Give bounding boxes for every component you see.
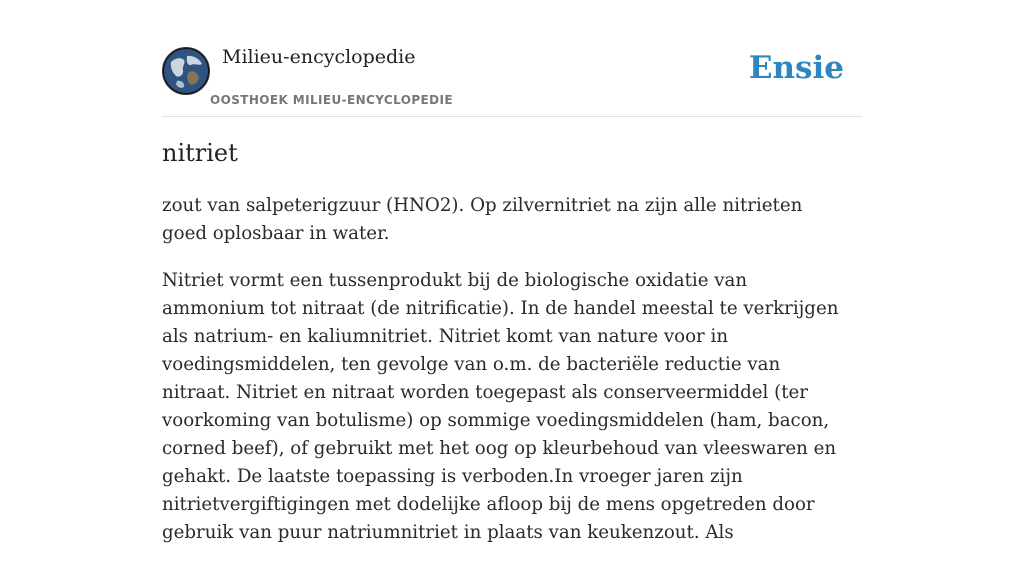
article-paragraph: Nitriet vormt een tussenprodukt bij de biologische oxidatie van ammonium tot nitraat (de nitrificatie). In de handel meestal te verkrijgen als natrium- en kaliumnitriet. Nitriet komt van nature voor in voedingsmiddelen, ten gevolge van o.m. de bacteriële reductie van nitraat. Nitriet en nitraat worden toegepast als conserveermiddel (ter voorkoming van botulisme) op sommige voedingsmiddelen (ham, bacon, corned beef), of gebruikt met het oog op kleurbehoud van vleeswaren en gehakt. De laatste toepassing is verboden.In vroeger jaren zijn nitrietvergiftigingen met dodelijke afloop bij de mens opgetreden door gebruik van puur natriumnitriet in plaats van keukenzout. Als: [162, 270, 839, 543]
site-title[interactable]: Milieu-encyclopedie: [222, 46, 416, 68]
site-subtitle[interactable]: OOSTHOEK MILIEU-ENCYCLOPEDIE: [210, 93, 453, 107]
page-title: nitriet: [162, 139, 238, 167]
article-paragraph: zout van salpeterigzuur (HNO2). Op zilvernitriet na zijn alle nitrieten goed oplosbaar in water.: [162, 195, 803, 244]
site-header: [162, 0, 862, 117]
article-body: [162, 192, 852, 566]
brand-logo[interactable]: Ensie: [748, 50, 844, 86]
earth-globe-icon[interactable]: [162, 47, 210, 95]
